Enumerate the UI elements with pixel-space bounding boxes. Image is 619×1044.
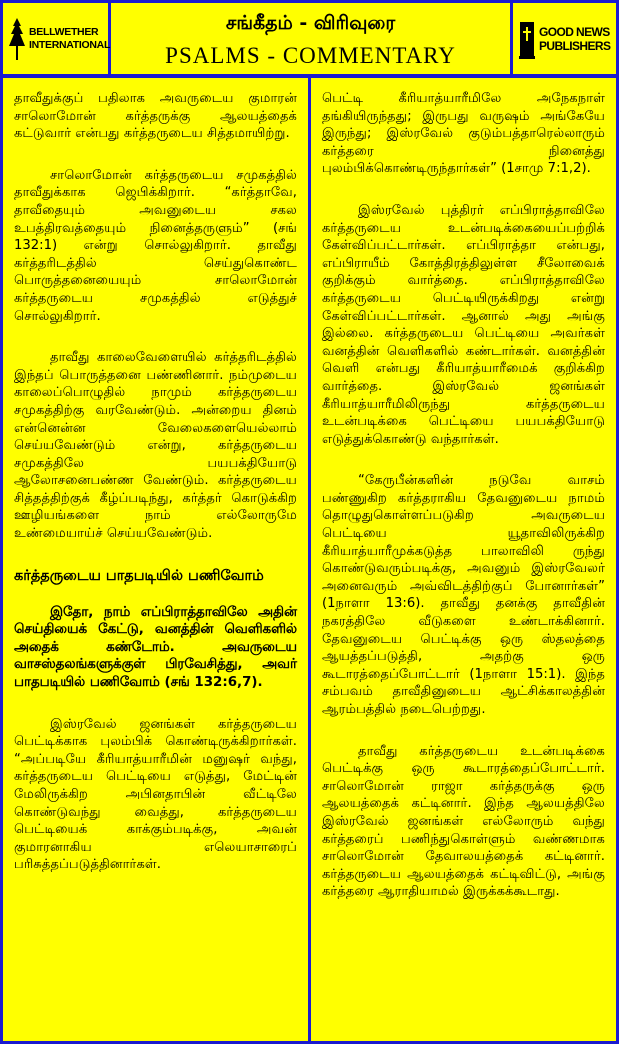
right-column — [311, 78, 616, 1041]
left-paragraph-1: தாவீதுக்குப் பதிலாக அவருடைய குமாரன் சாலொமோன் கர்த்தருக்கு ஆலயத்தைக் கட்டுவார் என்பது கர்த்தருடைய சித்தமாயிற்று. — [14, 91, 297, 142]
left-logo-line1: BELLWETHER — [29, 25, 99, 38]
left-paragraph-2: சாலொமோன் கர்த்தருடைய சமுகத்தில் தாவீதுக்காக ஜெபிக்கிறார். “கர்த்தாவே, தாவீதையும் அவனுடைய சகல உபத்திரவத்தையும் நினைத்தருளும்” (சங் 132:1) என்று சொல்லுகிறார். தாவீது கர்த்தரிடத்தில் செய்துகொண்ட பொருத்தனையையும் சாலொமோன் கர்த்தருடைய சமுகத்தில் எடுத்துச் சொல்லுகிறார். — [14, 167, 297, 324]
bible-logo-icon — [517, 16, 537, 62]
right-paragraph-4: தாவீது கர்த்தருடைய உடன்படிக்கை பெட்டிக்கு ஒரு கூடாரத்தைப்போட்டார். சாலொமோன் ராஜா கர்த்தருக்கு ஒரு ஆலயத்தைக் கட்டினார். இந்த ஆலயத்திலே இஸ்ரவேல் ஜனங்கள் எல்லோரும் வந்து கர்த்தரைப் பணிந்துகொள்ளும் வண்ணமாக சாலொமோன் தேவாலயத்தைக் கட்டினார். கர்த்தருடைய ஆலயத்தைக் கட்டிவிட்டு, அங்கு கர்த்தரை ஆராதியாமல் இருக்கக்கூடாது. — [322, 743, 605, 900]
bellwether-logo — [3, 3, 111, 74]
right-logo-line1: GOOD NEWS — [539, 24, 610, 39]
left-logo-line2: INTERNATIONAL — [29, 38, 111, 51]
page-title-tamil: சங்கீதம் - விரிவுரை — [225, 12, 396, 34]
goodnews-logo — [513, 3, 616, 74]
page-header — [111, 3, 510, 74]
sheep-logo-icon — [7, 16, 27, 62]
right-paragraph-1: பெட்டி கீரியாத்யாரீமிலே அநேகநாள் தங்கியிருந்தது; இருபது வருஷம் அங்கேயே இருந்து; இஸ்ரவேல் குடும்பத்தாரெல்லாரும் கர்த்தரை நினைத்து புலம்பிக்கொண்டிருந்தார்கள்” (1சாமு 7:1,2). — [322, 91, 605, 177]
page-title-english: PSALMS - COMMENTARY — [165, 43, 456, 68]
left-column — [3, 78, 308, 1041]
section-heading: கர்த்தருடைய பாதபடியில் பணிவோம் — [14, 567, 264, 584]
right-paragraph-3: “கேருபீன்களின் நடுவே வாசம் பண்ணுகிற கர்த்தராகிய தேவனுடைய நாமம் தொழுதுகொள்ளப்படுகிற அவருடைய பெட்டியை யூதாவிலிருக்கிற கீரியாத்யாரீமுக்கடுத்த பாலாவிலி ருந்து கொண்டுவரும்படிக்கு, அவனும் இஸ்ரவேலர் அனைவரும் அவ்விடத்திற்குப் போனார்கள்” (1நாளா 13:6). தாவீது தனக்கு தாவீதின் நகரத்திலே வீடுகளை உண்டாக்கினார். தேவனுடைய பெட்டிக்கு ஒரு ஸ்தலத்தை ஆயத்தப்படுத்தி, அதற்கு ஒரு கூடாரத்தைப்போட்டார் (1நாளா 15:1). இந்த சம்பவம் தாவீதினுடைய ஆட்சிக்காலத்தின் ஆரம்பத்தில் நடைபெற்றது. — [322, 473, 605, 717]
right-logo-line2: PUBLISHERS — [539, 38, 611, 53]
bold-verse: இதோ, நாம் எப்பிராத்தாவிலே அதின் செய்தியைக் கேட்டு, வனத்தின் வெளிகளில் அதைக் கண்டோம். அவருடைய வாசஸ்தலங்களுக்குள் பிரவேசித்து, அவர் பாதபடியில் பணிவோம் (சங் 132:6,7). — [14, 604, 297, 691]
left-paragraph-3: தாவீது காலைவேளையில் கர்த்தரிடத்தில் இந்தப் பொருத்தனை பண்ணினார். நம்முடைய காலைப்பொழுதில் நாமும் கர்த்தருடைய சமுகத்திற்கு வரவேண்டும். அன்றைய தினம் என்னென்ன வேலைகளையெல்லாம் செய்யவேண்டும் என்று, கர்த்தருடைய சமுகத்திலே பயபக்தியோடு ஆலோசனைபண்ண வேண்டும். கர்த்தருடைய சித்தத்திற்குக் கீழ்ப்படிந்து, கர்த்தர் கொடுக்கிற ஊழியங்களை நாம் எல்லோருமே உண்மையாய்ச் செய்யவேண்டும். — [14, 350, 297, 542]
left-paragraph-4: இஸ்ரவேல் ஜனங்கள் கர்த்தருடைய பெட்டிக்காக புலம்பிக் கொண்டிருக்கிறார்கள். “அப்படியே கீரியாத்யாரீமின் மனுஷர் வந்து, கர்த்தருடைய பெட்டியை எடுத்து, மேட்டின் மேலிருக்கிற அபினதாபின் வீட்டிலே கொண்டுவந்து வைத்து, கர்த்தருடைய பெட்டியைக் காக்கும்படிக்கு, அவன் குமாரனாகிய எலெயாசாரைப் பரிசுத்தப்படுத்தினார்கள். — [14, 716, 297, 873]
right-paragraph-2: இஸ்ரவேல் புத்திரர் எப்பிராத்தாவிலே கர்த்தருடைய உடன்படிக்கையைப்பற்றிக் கேள்விப்பட்டார்கள். எப்பிராத்தா என்பது, எப்பிராயீம் கோத்திரத்திலுள்ள சீலோவைக் குறிக்கும் வார்த்தை. எப்பிராத்தாவிலே கர்த்தருடைய பெட்டியிருக்கிறது என்று கேள்விப்பட்டார்கள். ஆனால் அது அங்கு இல்லை. கர்த்தருடைய பெட்டியை அவர்கள் வனத்தின் வெளிகளில் கண்டார்கள். வனத்தின் வெளி என்பது கீரியாத்யாரீமைக் குறிக்கிற வார்த்தை. இஸ்ரவேல் ஜனங்கள் கீரியாத்யாரீமிலிருந்து கர்த்தருடைய உடன்படிக்கை பெட்டியை பயபக்தியோடு எடுத்துக்கொண்டு வந்தார்கள். — [322, 202, 605, 447]
